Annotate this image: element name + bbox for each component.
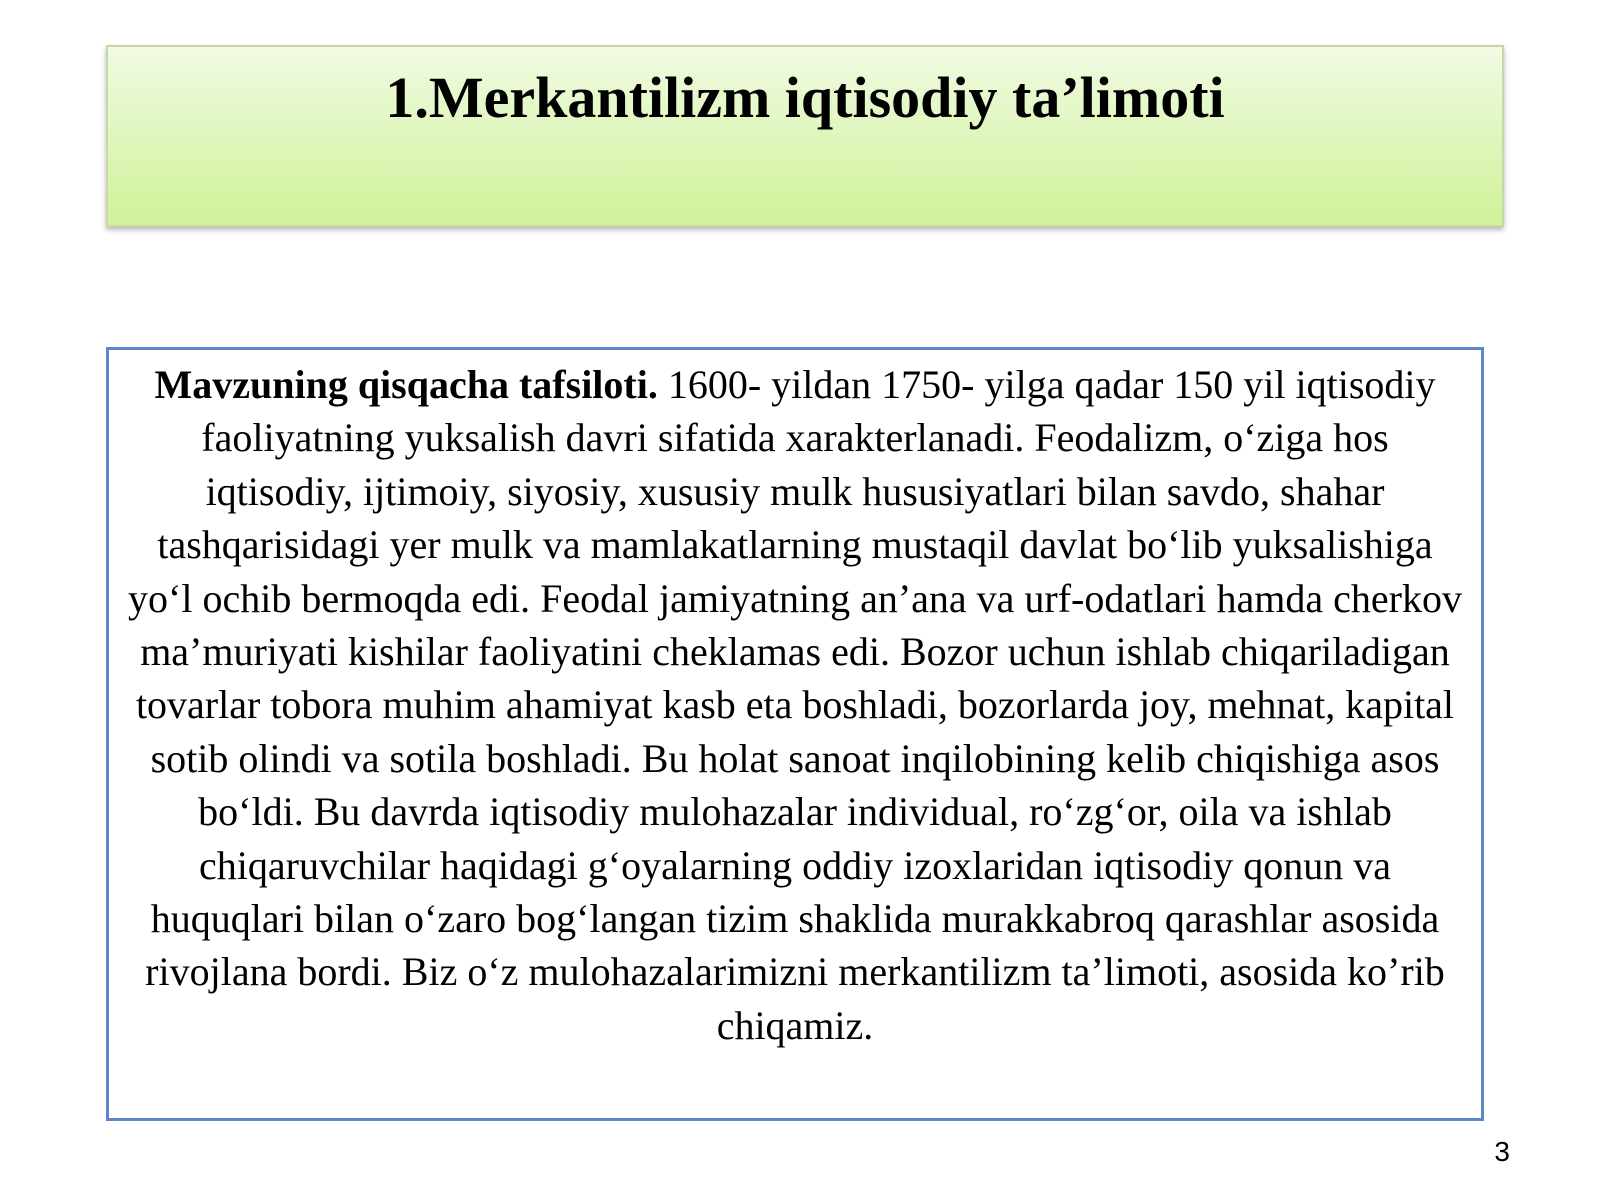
summary-box: [106, 347, 1484, 1121]
page-number: 3: [1494, 1136, 1510, 1167]
summary-lead: Mavzuning qisqacha tafsiloti.: [154, 362, 658, 407]
title-banner: [106, 45, 1504, 227]
summary-text: 1600- yildan 1750- yilga qadar 150 yil iqtisodiy faoliyatning yuksalish davri sifatida xarakterlanadi. Feodalizm, o‘ziga hos iqtisodiy, ijtimoiy, siyosiy, xususiy mulk hususiyatlari bilan savdo, shahar tashqarisidagi yer mulk va mamlakatlarning mustaqil davlat bo‘lib yuksalishiga yo‘l ochib bermoqda edi. Feodal jamiyatning an’ana va urf-odatlari hamda cherkov ma’muriyati kishilar faoliyatini cheklamas edi. Bozor uchun ishlab chiqariladigan tovarlar tobora muhim ahamiyat kasb eta boshladi, bozorlarda joy, mehnat, kapital sotib olindi va sotila boshladi. Bu holat sanoat inqilobining kelib chiqishiga asos bo‘ldi. Bu davrda iqtisodiy mulohazalar individual, ro‘zg‘or, oila va ishlab chiqaruvchilar haqidagi g‘oyalarning oddiy izoxlaridan iqtisodiy qonun va huquqlari bilan o‘zaro bog‘langan tizim shaklida murakkabroq qarashlar asosida rivojlana bordi. Biz o‘z mulohazalarimizni merkantilizm ta’limoti, asosida ko’rib chiqamiz.: [128, 362, 1462, 1048]
slide-title: 1.Merkantilizm iqtisodiy ta’limoti: [385, 65, 1225, 130]
summary-paragraph: [123, 358, 1467, 1052]
